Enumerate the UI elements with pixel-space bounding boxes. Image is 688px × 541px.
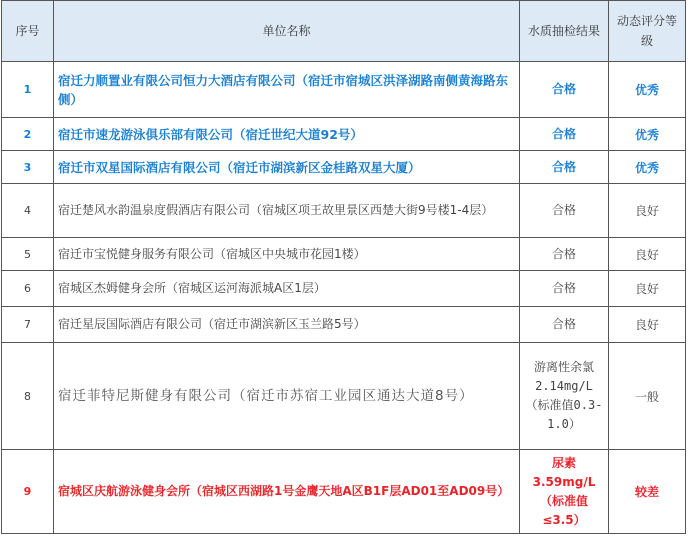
- row-seq: 9: [2, 450, 54, 534]
- header-seq: 序号: [2, 1, 54, 62]
- table-row: [2, 271, 686, 307]
- table-row: [2, 151, 686, 184]
- row-unit-name: 宿迁市宝悦健身服务有限公司（宿城区中央城市花园1楼）: [54, 238, 520, 271]
- table-row: [2, 118, 686, 151]
- row-result: 游离性余氯2.14mg/L（标准值0.3-1.0）: [520, 343, 609, 450]
- row-seq: 6: [2, 271, 54, 307]
- row-result: 尿素3.59mg/L（标准值≤3.5）: [520, 450, 609, 534]
- row-seq: 7: [2, 307, 54, 343]
- row-unit-name: 宿迁菲特尼斯健身有限公司（宿迁市苏宿工业园区通达大道8号）: [54, 343, 520, 450]
- row-rating: 优秀: [609, 62, 686, 118]
- row-seq: 3: [2, 151, 54, 184]
- row-unit-name: 宿迁星辰国际酒店有限公司（宿迁市湖滨新区玉兰路5号）: [54, 307, 520, 343]
- row-rating: 优秀: [609, 151, 686, 184]
- row-result: 合格: [520, 238, 609, 271]
- table-row: [2, 62, 686, 118]
- row-seq: 1: [2, 62, 54, 118]
- table-row: [2, 307, 686, 343]
- row-result: 合格: [520, 184, 609, 238]
- row-result: 合格: [520, 151, 609, 184]
- row-result: 合格: [520, 62, 609, 118]
- row-unit-name: 宿城区庆航游泳健身会所（宿城区西湖路1号金鹰天地A区B1F层AD01至AD09号）: [54, 450, 520, 534]
- table-row: [2, 238, 686, 271]
- row-result: 合格: [520, 307, 609, 343]
- table-row: [2, 450, 686, 534]
- row-unit-name: 宿城区杰姆健身会所（宿城区运河海派城A区1层）: [54, 271, 520, 307]
- row-seq: 2: [2, 118, 54, 151]
- row-rating: 优秀: [609, 118, 686, 151]
- header-water-result: 水质抽检结果: [520, 1, 609, 62]
- row-result: 合格: [520, 271, 609, 307]
- row-unit-name: 宿迁市速龙游泳俱乐部有限公司（宿迁世纪大道92号）: [54, 118, 520, 151]
- row-unit-name: 宿迁楚风水韵温泉度假酒店有限公司（宿城区项王故里景区西楚大街9号楼1-4层）: [54, 184, 520, 238]
- row-rating: 良好: [609, 238, 686, 271]
- row-seq: 8: [2, 343, 54, 450]
- row-unit-name: 宿迁市双星国际酒店有限公司（宿迁市湖滨新区金桂路双星大厦）: [54, 151, 520, 184]
- row-rating: 较差: [609, 450, 686, 534]
- row-rating: 一般: [609, 343, 686, 450]
- row-rating: 良好: [609, 184, 686, 238]
- row-result: 合格: [520, 118, 609, 151]
- header-row: [2, 1, 686, 62]
- row-seq: 4: [2, 184, 54, 238]
- inspection-table: [1, 0, 686, 534]
- header-rating: 动态评分等级: [609, 1, 686, 62]
- table-row: [2, 343, 686, 450]
- row-rating: 良好: [609, 307, 686, 343]
- row-unit-name: 宿迁力顺置业有限公司恒力大酒店有限公司（宿迁市宿城区洪泽湖路南侧黄海路东侧）: [54, 62, 520, 118]
- row-rating: 良好: [609, 271, 686, 307]
- row-seq: 5: [2, 238, 54, 271]
- header-unit-name: 单位名称: [54, 1, 520, 62]
- table-row: [2, 184, 686, 238]
